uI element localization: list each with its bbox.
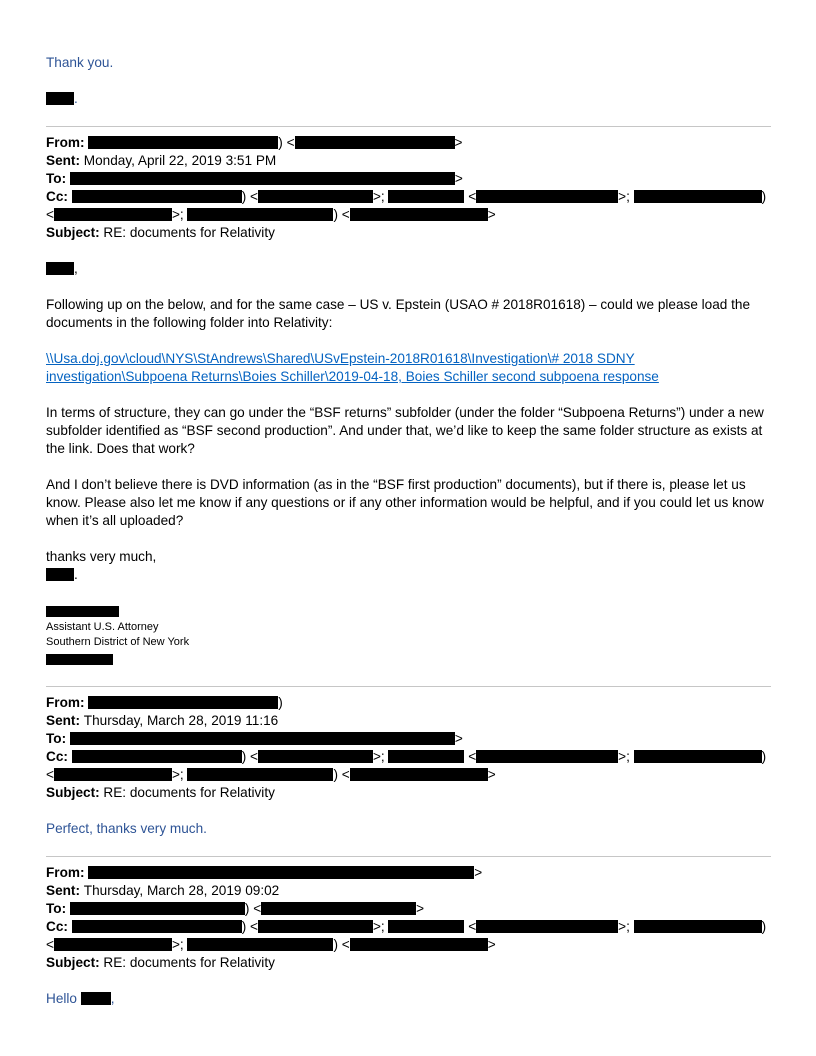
text-segment: ) <	[241, 749, 258, 764]
redaction-bar	[388, 920, 464, 933]
redaction-bar	[54, 208, 172, 221]
text-segment: ) <	[244, 901, 262, 916]
header-line	[46, 694, 771, 712]
reply-text-thank-you: Thank you.	[46, 55, 114, 70]
spacer	[46, 72, 771, 90]
text-segment: RE: documents for Relativity	[103, 225, 275, 240]
text-segment: >	[416, 901, 425, 916]
redaction-bar	[634, 190, 762, 203]
redaction-bar	[70, 732, 455, 745]
header-field-label: Sent:	[46, 153, 84, 168]
message-body	[46, 242, 771, 668]
redaction-bar	[258, 750, 373, 763]
closing-line: thanks very much,	[46, 549, 157, 564]
signature-phone-redaction	[46, 650, 771, 668]
redaction-bar	[261, 902, 416, 915]
header-line	[46, 900, 771, 918]
header-line	[46, 730, 771, 748]
text-segment: >	[474, 865, 483, 880]
redaction-bar	[70, 172, 455, 185]
signature-name-redaction	[46, 602, 771, 620]
text-segment: ) <	[333, 207, 350, 222]
redaction-bar	[46, 92, 74, 105]
text-segment: )	[761, 749, 767, 764]
redaction-bar	[258, 190, 373, 203]
text-segment: >;	[171, 207, 188, 222]
message-header	[46, 864, 771, 972]
text-segment: Thursday, March 28, 2019 09:02	[83, 883, 280, 898]
text-segment: .	[74, 567, 78, 582]
text-segment: <	[464, 189, 477, 204]
message-header	[46, 134, 771, 242]
body-paragraph: And I don’t believe there is DVD information (as in the “BSF first production” documents), but if there is, please let us know. Please also let me know if any questions or if any other information would be helpful, and if you could let us know when it’s all uploaded?	[46, 477, 764, 528]
text-segment: >	[487, 207, 496, 222]
greeting-line	[46, 990, 771, 1008]
redaction-bar	[46, 262, 74, 275]
redaction-bar	[81, 992, 111, 1005]
text-segment: >	[454, 731, 463, 746]
text-segment: <	[46, 937, 54, 952]
text-segment: ) <	[333, 767, 350, 782]
text-segment: ) <	[278, 135, 295, 150]
text-segment: >;	[372, 189, 389, 204]
message-divider	[46, 856, 771, 857]
text-segment: >;	[171, 767, 188, 782]
text-segment: RE: documents for Relativity	[103, 955, 275, 970]
redaction-bar	[258, 920, 373, 933]
redaction-bar	[88, 136, 278, 149]
text-segment: Hello	[46, 991, 81, 1006]
redaction-bar	[350, 938, 488, 951]
header-line	[46, 188, 771, 206]
header-line	[46, 748, 771, 766]
redaction-bar	[46, 606, 119, 617]
header-field-label: Sent:	[46, 883, 84, 898]
header-field-label: To:	[46, 901, 70, 916]
text-segment: <	[46, 207, 54, 222]
header-line	[46, 170, 771, 188]
text-segment: >;	[372, 919, 389, 934]
text-segment: Thursday, March 28, 2019 11:16	[83, 713, 279, 728]
text-segment: >;	[618, 919, 634, 934]
redaction-bar	[54, 768, 172, 781]
header-field-label: Subject:	[46, 785, 104, 800]
text-segment: >;	[372, 749, 389, 764]
text-segment: )	[278, 695, 283, 710]
redaction-bar	[476, 750, 618, 763]
signature-org: Southern District of New York	[46, 636, 190, 648]
redaction-bar	[187, 768, 333, 781]
text-segment: ,	[74, 261, 78, 276]
header-line	[46, 936, 771, 954]
header-line	[46, 864, 771, 882]
redacted-signoff-line	[46, 90, 771, 108]
header-line	[46, 224, 771, 242]
text-segment: Monday, April 22, 2019 3:51 PM	[83, 153, 277, 168]
spacer	[46, 278, 771, 296]
spacer	[46, 242, 771, 260]
header-field-label: From:	[46, 695, 89, 710]
redaction-bar	[88, 696, 278, 709]
redaction-bar	[350, 768, 488, 781]
header-field-label: Cc:	[46, 749, 72, 764]
text-segment: <	[464, 749, 477, 764]
email-message	[46, 686, 771, 838]
email-message	[46, 856, 771, 1008]
header-line	[46, 918, 771, 936]
redaction-bar	[72, 190, 242, 203]
text-segment: <	[464, 919, 477, 934]
text-segment: >	[487, 937, 496, 952]
header-field-label: Sent:	[46, 713, 84, 728]
header-field-label: Subject:	[46, 225, 104, 240]
header-field-label: From:	[46, 135, 89, 150]
text-segment: )	[761, 919, 767, 934]
message-divider	[46, 686, 771, 687]
email-thread	[46, 126, 771, 1008]
greeting-line	[46, 260, 771, 278]
header-field-label: Cc:	[46, 919, 72, 934]
body-paragraph: In terms of structure, they can go under the “BSF returns” subfolder (under the folder “Subpoena Returns”) under a new subfolder identified as “BSF second production”. And under that, we’d like to keep the same folder structure as exists at the link. Does that work?	[46, 405, 764, 456]
signature-initial-line	[46, 566, 771, 584]
redaction-bar	[350, 208, 488, 221]
redaction-bar	[388, 190, 464, 203]
text-segment: ) <	[333, 937, 350, 952]
redaction-bar	[476, 190, 618, 203]
header-field-label: To:	[46, 171, 70, 186]
message-body	[46, 972, 771, 1008]
header-line	[46, 134, 771, 152]
spacer	[46, 332, 771, 350]
spacer	[46, 458, 771, 476]
text-segment: >	[454, 135, 463, 150]
message-divider	[46, 126, 771, 127]
message-body	[46, 802, 771, 838]
email-message	[46, 126, 771, 668]
header-field-label: Cc:	[46, 189, 72, 204]
spacer	[46, 386, 771, 404]
header-field-label: Subject:	[46, 955, 104, 970]
text-segment: >	[487, 767, 496, 782]
signature-title: Assistant U.S. Attorney	[46, 621, 159, 633]
redaction-bar	[476, 920, 618, 933]
redaction-bar	[72, 750, 242, 763]
redaction-bar	[88, 866, 474, 879]
text-segment: >;	[171, 937, 188, 952]
redaction-bar	[187, 938, 333, 951]
reply-text: Perfect, thanks very much.	[46, 821, 207, 836]
header-line	[46, 206, 771, 224]
header-field-label: From:	[46, 865, 89, 880]
text-segment: ,	[110, 991, 115, 1006]
redaction-bar	[46, 568, 74, 581]
header-line	[46, 882, 771, 900]
redaction-bar	[187, 208, 333, 221]
header-line	[46, 954, 771, 972]
redaction-bar	[634, 920, 762, 933]
text-segment: >;	[618, 189, 634, 204]
redaction-bar	[634, 750, 762, 763]
folder-path-line	[46, 350, 771, 386]
text-segment: ) <	[241, 919, 258, 934]
redaction-bar	[46, 654, 113, 665]
header-field-label: To:	[46, 731, 70, 746]
text-segment: >;	[618, 749, 634, 764]
redaction-bar	[388, 750, 464, 763]
text-segment: )	[761, 189, 767, 204]
header-line	[46, 766, 771, 784]
spacer	[46, 972, 771, 990]
folder-path-link[interactable]: \\Usa.doj.gov\cloud\NYS\StAndrews\Shared\USvEpstein-2018R01618\Investigation\# 2018 SDNY investigation\Subpoena Returns\Boies Schiller\2019-04-18, Boies Schiller second subpoena response	[46, 351, 659, 384]
spacer	[46, 584, 771, 602]
text-segment: >	[454, 171, 463, 186]
body-paragraph: Following up on the below, and for the same case – US v. Epstein (USAO # 2018R01618) – could we please load the documents in the following folder into Relativity:	[46, 297, 751, 330]
redaction-bar	[295, 136, 455, 149]
message-header	[46, 694, 771, 802]
redaction-bar	[54, 938, 172, 951]
redaction-bar	[70, 902, 245, 915]
text-segment: ) <	[241, 189, 258, 204]
text-segment: RE: documents for Relativity	[103, 785, 275, 800]
redaction-bar	[72, 920, 242, 933]
text-segment: <	[46, 767, 54, 782]
header-line	[46, 784, 771, 802]
spacer	[46, 802, 771, 820]
text-segment: .	[74, 91, 78, 106]
header-line	[46, 712, 771, 730]
header-line	[46, 152, 771, 170]
spacer	[46, 530, 771, 548]
